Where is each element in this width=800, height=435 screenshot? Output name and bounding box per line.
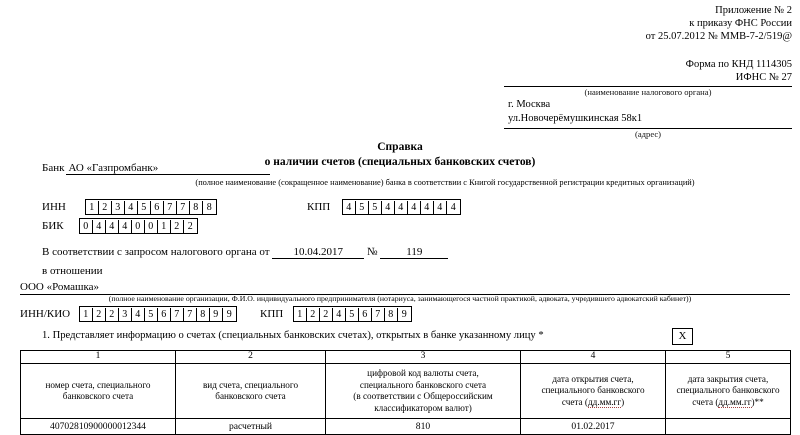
- statement-checkbox[interactable]: X: [672, 328, 693, 345]
- organization-name-field[interactable]: ООО «Ромашка»: [20, 281, 790, 295]
- taxpayer-kpp-label: КПП: [260, 308, 284, 320]
- header-col5-line1: дата закрытия счета,: [687, 373, 769, 384]
- taxpayer-kpp-digit-boxes[interactable]: [293, 306, 412, 322]
- table-row: [21, 419, 791, 435]
- header-col5-line3-text: счета (дд.мм.гг)**: [692, 396, 764, 407]
- header-col1-line1: номер счета, специального: [45, 379, 151, 390]
- appendix-line-2: к приказу ФНС России: [689, 18, 792, 29]
- kpp-digit-boxes[interactable]: [342, 199, 461, 215]
- digit-cell-1[interactable]: 1: [86, 201, 99, 215]
- header-col4-line3-text: счета (дд.мм.гг): [561, 396, 625, 407]
- digit-cell-10[interactable]: 8: [197, 308, 210, 322]
- page-title-line-2: о наличии счетов (специальных банковских счетов): [264, 156, 536, 168]
- digit-cell-3[interactable]: 4: [106, 220, 119, 234]
- table-column-number-row: [21, 351, 791, 364]
- digit-cell-9[interactable]: 4: [450, 202, 456, 213]
- taxpayer-kpp-row: [260, 306, 412, 322]
- digit-cell-2[interactable]: 2: [307, 308, 320, 322]
- digit-cell-9[interactable]: 8: [190, 201, 203, 215]
- digit-cell-7[interactable]: 4: [421, 201, 434, 215]
- cell-account-number[interactable]: 40702810900000012344: [21, 419, 176, 435]
- relation-label: в отношении: [42, 265, 103, 277]
- digit-cell-9[interactable]: 2: [187, 221, 193, 232]
- digit-cell-2[interactable]: 4: [93, 220, 106, 234]
- kpp-row: [307, 199, 461, 215]
- bik-label: БИК: [42, 220, 64, 232]
- col-number-5: 5: [666, 351, 791, 364]
- appendix-reference-block: [646, 4, 792, 43]
- header-col2-line2: банковского счета: [215, 391, 286, 401]
- header-col5-line2: специального банковского: [676, 385, 780, 396]
- header-col4-line2: специального банковского: [541, 385, 645, 396]
- header-account-number: [21, 364, 176, 419]
- header-close-date: [666, 364, 791, 419]
- header-col3-line4: классификатором валют): [374, 402, 472, 413]
- bank-name-field[interactable]: АО «Газпромбанк»: [66, 162, 270, 175]
- digit-cell-6[interactable]: 4: [408, 201, 421, 215]
- digit-cell-4[interactable]: 4: [382, 201, 395, 215]
- header-col3-line3: (в соответствии с Общероссийским: [353, 391, 493, 401]
- statement-item-1: 1. Представляет информацию о счетах (специальных банковских счетах), открытых в банке указанному лицу *: [42, 330, 544, 341]
- digit-cell-8[interactable]: 7: [171, 308, 184, 322]
- digit-cell-3[interactable]: 2: [106, 308, 119, 322]
- accounts-table: [20, 350, 791, 435]
- digit-cell-8[interactable]: 8: [385, 308, 398, 322]
- col-number-4: 4: [521, 351, 666, 364]
- header-open-date: [521, 364, 666, 419]
- digit-cell-10[interactable]: 8: [206, 202, 212, 213]
- cell-account-type[interactable]: расчетный: [176, 419, 326, 435]
- appendix-line-1: Приложение № 2: [715, 5, 792, 16]
- form-code-block: [504, 58, 792, 140]
- digit-cell-4[interactable]: 4: [119, 220, 132, 234]
- digit-cell-3[interactable]: 5: [369, 201, 382, 215]
- request-number-field[interactable]: 119: [380, 246, 448, 259]
- bank-name-line: [42, 162, 790, 175]
- digit-cell-2[interactable]: 5: [356, 201, 369, 215]
- digit-cell-6[interactable]: 0: [145, 220, 158, 234]
- bik-digit-boxes[interactable]: [79, 218, 198, 234]
- digit-cell-7[interactable]: 6: [158, 308, 171, 322]
- date-format-hint: дд.мм.гг: [718, 396, 752, 407]
- header-currency-code: [326, 364, 521, 419]
- header-account-type: [176, 364, 326, 419]
- digit-cell-6[interactable]: 6: [359, 308, 372, 322]
- header-col1-line2: банковского счета: [62, 391, 134, 401]
- header-col4-line1: дата открытия счета,: [552, 373, 634, 384]
- inn-row: [42, 199, 217, 215]
- tax-org-caption: (наименование налогового органа): [584, 87, 712, 97]
- request-prefix: В соответствии с запросом налогового органа от: [42, 246, 270, 258]
- digit-cell-1[interactable]: 0: [80, 220, 93, 234]
- digit-cell-1[interactable]: 1: [80, 308, 93, 322]
- bik-row: [42, 218, 198, 234]
- digit-cell-4[interactable]: 3: [119, 308, 132, 322]
- cell-open-date[interactable]: 01.02.2017: [521, 419, 666, 435]
- digit-cell-5[interactable]: 5: [346, 308, 359, 322]
- header-col5-line3: [668, 397, 788, 409]
- digit-cell-5[interactable]: 0: [132, 220, 145, 234]
- request-number-label: №: [367, 246, 378, 258]
- col-number-2: 2: [176, 351, 326, 364]
- digit-cell-9[interactable]: 9: [401, 309, 407, 320]
- digit-cell-8[interactable]: 4: [434, 201, 447, 215]
- header-col3-line1: цифровой код валюты счета,: [367, 368, 479, 378]
- knd-form-code: Форма по КНД 1114305: [685, 59, 792, 70]
- address-caption: (адрес): [634, 129, 662, 139]
- header-col2-line1: вид счета, специального: [202, 379, 299, 390]
- col-number-3: 3: [326, 351, 521, 364]
- bank-name-caption: (полное наименование (сокращенное наименование) банка в соответствии с Книгой государственной регистрации кредитных организаций): [195, 178, 695, 187]
- digit-cell-6[interactable]: 5: [145, 308, 158, 322]
- request-date-field[interactable]: 10.04.2017: [272, 246, 364, 259]
- digit-cell-5[interactable]: 4: [395, 201, 408, 215]
- digit-cell-11[interactable]: 9: [210, 308, 223, 322]
- header-col4-line3: [523, 397, 663, 409]
- cell-currency-code[interactable]: 810: [326, 419, 521, 435]
- appendix-line-3: от 25.07.2012 № ММВ-7-2/519@: [645, 31, 792, 42]
- organization-name-caption: (полное наименование организации, Ф.И.О. индивидуального предпринимателя (нотариуса, занимающегося частной практикой, адвоката, учредившего адвокатский кабинет)): [108, 294, 692, 303]
- digit-cell-8[interactable]: 2: [171, 220, 184, 234]
- digit-cell-6[interactable]: 6: [151, 201, 164, 215]
- digit-cell-3[interactable]: 3: [112, 201, 125, 215]
- digit-cell-12[interactable]: 9: [226, 309, 232, 320]
- page-title-line-1: Справка: [377, 141, 423, 153]
- digit-cell-5[interactable]: 5: [138, 201, 151, 215]
- date-format-hint: дд.мм.гг: [587, 396, 622, 407]
- digit-cell-3[interactable]: 2: [320, 308, 333, 322]
- digit-cell-5[interactable]: 4: [132, 308, 145, 322]
- kpp-label: КПП: [307, 201, 331, 213]
- header-col3-line2: специального банковского счета: [359, 379, 487, 390]
- tax-office-city: г. Москва: [508, 99, 551, 110]
- digit-cell-4[interactable]: 4: [333, 308, 346, 322]
- inn-label: ИНН: [42, 201, 66, 213]
- digit-cell-7[interactable]: 7: [372, 308, 385, 322]
- table-header-row: [21, 364, 791, 419]
- col-number-1: 1: [21, 351, 176, 364]
- inn-digit-boxes[interactable]: [85, 199, 217, 215]
- digit-cell-7[interactable]: 1: [158, 220, 171, 234]
- digit-cell-9[interactable]: 7: [184, 308, 197, 322]
- inn-kio-row: [20, 306, 237, 322]
- inn-kio-label: ИНН/КИО: [20, 308, 71, 320]
- tax-office-number: ИФНС № 27: [735, 72, 792, 83]
- bank-label: Банк: [42, 162, 65, 174]
- digit-cell-1[interactable]: 1: [294, 308, 307, 322]
- digit-cell-1[interactable]: 4: [343, 201, 356, 215]
- digit-cell-4[interactable]: 4: [125, 201, 138, 215]
- digit-cell-7[interactable]: 7: [164, 201, 177, 215]
- tax-office-street: ул.Новочерёмушкинская 58к1: [508, 113, 643, 124]
- digit-cell-2[interactable]: 2: [99, 201, 112, 215]
- inn-kio-digit-boxes[interactable]: [79, 306, 237, 322]
- cell-close-date[interactable]: [666, 419, 791, 435]
- digit-cell-8[interactable]: 7: [177, 201, 190, 215]
- digit-cell-2[interactable]: 2: [93, 308, 106, 322]
- request-line: [42, 246, 448, 259]
